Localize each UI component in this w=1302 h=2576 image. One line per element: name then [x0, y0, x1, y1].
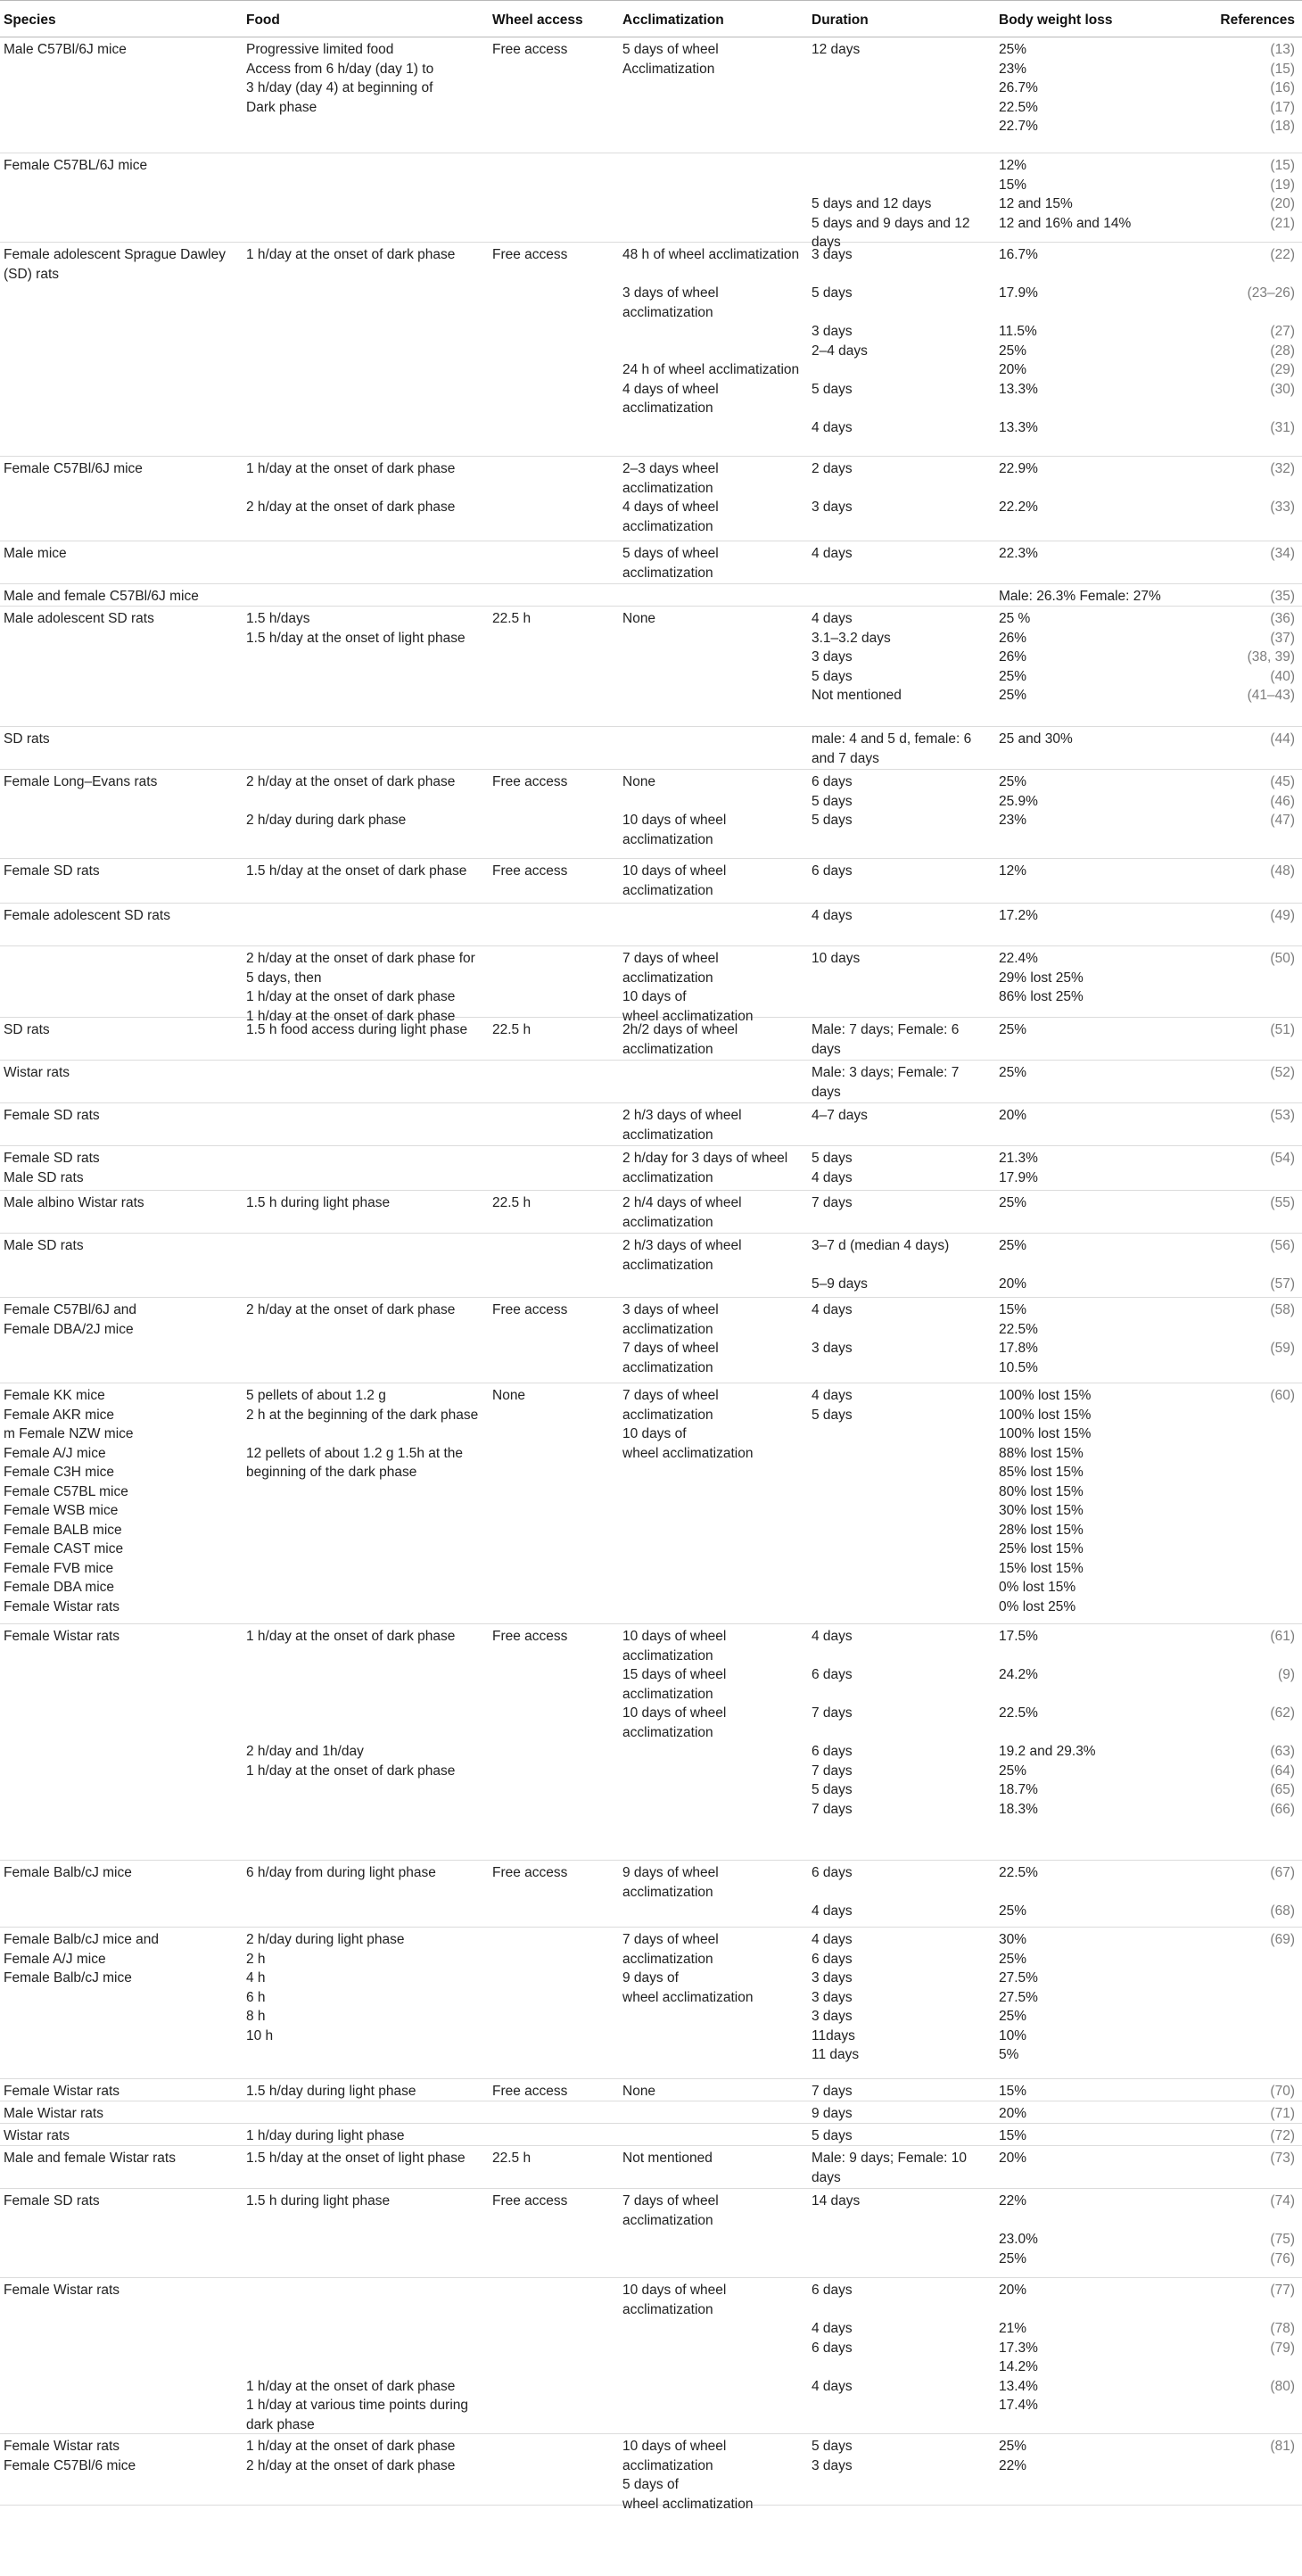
cell-body-weight-loss: 15% [999, 2128, 1027, 2143]
cell-acclimatization: 10 days of wheel acclimatization [622, 863, 727, 898]
cell-species: Female adolescent SD rats [4, 908, 170, 923]
table-row [0, 2277, 1302, 2434]
cell-duration: 4 days 6 days 3 days 3 days 3 days 11days 11 days [812, 1932, 860, 2062]
cell-references[interactable]: (52) [1270, 1065, 1295, 1080]
cell-species: Wistar rats [4, 2128, 70, 2143]
cell-species: Male albino Wistar rats [4, 1195, 144, 1210]
cell-wheel-access: Free access [492, 247, 568, 262]
cell-references[interactable]: (81) [1270, 2439, 1295, 2454]
cell-species: Female Long–Evans rats [4, 774, 158, 789]
cell-food: 5 pellets of about 1.2 g 2 h at the beginning of the dark phase 12 pellets of about 1.2 g 1.5h at the beginning of the dark phase [246, 1388, 479, 1480]
header-species: Species [4, 12, 56, 28]
cell-species: Female SD rats [4, 863, 100, 879]
header-duration: Duration [812, 12, 869, 28]
cell-body-weight-loss: 22.3% [999, 546, 1038, 561]
cell-species: Female Wistar rats [4, 1629, 120, 1644]
cell-references[interactable]: (15) (19) (20) (21) [1270, 158, 1295, 231]
cell-wheel-access: Free access [492, 774, 568, 789]
table-row [0, 606, 1302, 727]
cell-duration: 7 days [812, 2084, 853, 2099]
cell-body-weight-loss: 25% 25.9% 23% [999, 774, 1038, 828]
cell-duration: 6 days 5 days 5 days [812, 774, 853, 828]
cell-wheel-access: 22.5 h [492, 1022, 532, 1037]
cell-species: Female Wistar rats Female C57Bl/6 mice [4, 2439, 136, 2473]
cell-acclimatization: 2h/2 days of wheel acclimatization [622, 1022, 738, 1057]
table-row [0, 153, 1302, 250]
cell-body-weight-loss: 30% 25% 27.5% 27.5% 25% 10% 5% [999, 1932, 1038, 2062]
cell-body-weight-loss: 25% 22% [999, 2439, 1027, 2473]
header-wheel-access: Wheel access [492, 12, 583, 28]
cell-references[interactable]: (58) (59) [1270, 1302, 1295, 1356]
cell-acclimatization: 7 days of wheel acclimatization 10 days of wheel acclimatization [622, 951, 754, 1024]
cell-species: Female Wistar rats [4, 2084, 120, 2099]
cell-species: Female Wistar rats [4, 2283, 120, 2298]
cell-species: Male and female Wistar rats [4, 2151, 176, 2166]
cell-wheel-access: 22.5 h [492, 1195, 532, 1210]
cell-wheel-access: Free access [492, 863, 568, 879]
cell-references[interactable]: (72) [1270, 2128, 1295, 2143]
cell-acclimatization: None 10 days of wheel acclimatization [622, 774, 727, 847]
cell-duration: 6 days 4 days 6 days 4 days [812, 2283, 853, 2394]
cell-references[interactable]: (61) (9) (62) (63) (64) (65) (66) [1270, 1629, 1295, 1817]
header-acclimatization: Acclimatization [622, 12, 724, 28]
cell-food: 2 h/day during light phase 2 h 4 h 6 h 8 h 10 h [246, 1932, 405, 2043]
cell-species: Male SD rats [4, 1238, 84, 1253]
cell-species: Male adolescent SD rats [4, 611, 154, 626]
cell-duration: 4 days 3 days [812, 1302, 853, 1356]
cell-duration: 2 days 3 days [812, 461, 853, 515]
cell-duration: 4–7 days [812, 1108, 868, 1123]
table-row [0, 903, 1302, 946]
cell-acclimatization: 5 days of wheel acclimatization [622, 546, 719, 581]
table-row [0, 1233, 1302, 1298]
cell-body-weight-loss: 25 and 30% [999, 731, 1073, 747]
cell-references[interactable]: (35) [1270, 589, 1295, 604]
table-row [0, 583, 1302, 607]
cell-food: 1.5 h during light phase [246, 1195, 391, 1210]
table-row [0, 2145, 1302, 2189]
table-row [0, 2078, 1302, 2101]
cell-body-weight-loss: Male: 26.3% Female: 27% [999, 589, 1161, 604]
table-row [0, 1860, 1302, 1928]
cell-food: 1.5 h/day at the onset of dark phase [246, 863, 467, 879]
table-row [0, 2188, 1302, 2278]
cell-body-weight-loss: 20% [999, 1108, 1027, 1123]
cell-references[interactable]: (71) [1270, 2106, 1295, 2121]
cell-references[interactable]: (13) (15) (16) (17) (18) [1270, 42, 1295, 134]
cell-duration: 9 days [812, 2106, 853, 2121]
cell-species: Female C57Bl/6J mice [4, 461, 143, 476]
cell-duration: male: 4 and 5 d, female: 6 and 7 days [812, 731, 972, 766]
table-row [0, 2123, 1302, 2146]
table-row [0, 858, 1302, 904]
cell-acclimatization: 7 days of wheel acclimatization [622, 2193, 719, 2228]
cell-species: Female Balb/cJ mice [4, 1865, 132, 1880]
table-header [0, 0, 1302, 37]
cell-acclimatization: 48 h of wheel acclimatization 3 days of wheel acclimatization 24 h of wheel acclimatization 4 days of wheel acclimatization [622, 247, 800, 416]
cell-references[interactable]: (77) (78) (79) (80) [1270, 2283, 1295, 2394]
cell-species: Female SD rats [4, 1108, 100, 1123]
cell-food: 1.5 h/day at the onset of light phase [246, 2151, 466, 2166]
cell-acclimatization: 2 h/3 days of wheel acclimatization [622, 1238, 742, 1273]
cell-body-weight-loss: 20% [999, 2106, 1027, 2121]
cell-body-weight-loss: 22.9% 22.2% [999, 461, 1038, 515]
cell-body-weight-loss: 17.5% 24.2% 22.5% 19.2 and 29.3% 25% 18.7% 18.3% [999, 1629, 1096, 1817]
table-row [0, 2101, 1302, 2124]
cell-species: Male and female C57Bl/6J mice [4, 589, 199, 604]
table-row [0, 1927, 1302, 2079]
cell-food: 1 h/day at the onset of dark phase 2 h/day and 1h/day 1 h/day at the onset of dark phase [246, 1629, 456, 1779]
cell-species: Female KK mice Female AKR mice m Female NZW mice Female A/J mice Female C3H mice Female C57BL mice Female WSB mice Female BALB mice Female CAST mice Female FVB mice Female DBA mice Female Wistar rats [4, 1388, 134, 1614]
cell-body-weight-loss: 25% 20% [999, 1238, 1027, 1292]
cell-acclimatization: 5 days of wheel Acclimatization [622, 42, 719, 77]
cell-duration: 5 days [812, 2128, 853, 2143]
cell-references[interactable]: (54) [1270, 1151, 1295, 1166]
cell-body-weight-loss: 12% 15% 12 and 15% 12 and 16% and 14% [999, 158, 1132, 231]
table-row [0, 1060, 1302, 1103]
cell-references[interactable]: (34) [1270, 546, 1295, 561]
cell-duration: 12 days [812, 42, 861, 57]
cell-references[interactable]: (48) [1270, 863, 1295, 879]
cell-species: Male C57Bl/6J mice [4, 42, 127, 57]
cell-references[interactable]: (67) (68) [1270, 1865, 1295, 1919]
cell-body-weight-loss: 17.2% [999, 908, 1038, 923]
cell-body-weight-loss: 25% 23% 26.7% 22.5% 22.7% [999, 42, 1038, 134]
cell-references[interactable]: (69) [1270, 1932, 1295, 1947]
cell-species: SD rats [4, 1022, 50, 1037]
table-row [0, 1383, 1302, 1624]
cell-duration: 4 days 3.1–3.2 days 3 days 5 days Not mentioned [812, 611, 902, 703]
cell-duration: Male: 9 days; Female: 10 days [812, 2151, 968, 2185]
cell-body-weight-loss: 25% [999, 1065, 1027, 1080]
cell-references[interactable]: (53) [1270, 1108, 1295, 1123]
cell-duration: 5 days 3 days [812, 2439, 853, 2473]
cell-food: 1.5 h/day during light phase [246, 2084, 416, 2099]
cell-references[interactable]: (73) [1270, 2151, 1295, 2166]
cell-duration: 3–7 d (median 4 days) 5–9 days [812, 1238, 950, 1292]
cell-references[interactable]: (60) [1270, 1388, 1295, 1403]
table-row [0, 37, 1302, 153]
cell-references[interactable]: (50) [1270, 951, 1295, 966]
table-row [0, 1145, 1302, 1191]
header-food: Food [246, 12, 280, 28]
cell-body-weight-loss: 25% [999, 1022, 1027, 1037]
header-body-weight-loss: Body weight loss [999, 12, 1113, 28]
cell-wheel-access: 22.5 h [492, 2151, 532, 2166]
cell-wheel-access: None [492, 1388, 526, 1403]
cell-food: 1.5 h food access during light phase [246, 1022, 468, 1037]
cell-acclimatization: 7 days of wheel acclimatization 10 days of wheel acclimatization [622, 1388, 754, 1461]
table-row [0, 541, 1302, 584]
cell-species: Female SD rats [4, 2193, 100, 2209]
cell-acclimatization: 10 days of wheel acclimatization 5 days of wheel acclimatization [622, 2439, 754, 2512]
cell-wheel-access: Free access [492, 2084, 568, 2099]
cell-acclimatization: 7 days of wheel acclimatization 9 days of wheel acclimatization [622, 1932, 754, 2005]
cell-food: 1.5 h/days 1.5 h/day at the onset of light phase [246, 611, 466, 646]
cell-acclimatization: None [622, 611, 656, 626]
cell-species: Male Wistar rats [4, 2106, 103, 2121]
table-row [0, 1190, 1302, 1234]
cell-wheel-access: Free access [492, 1865, 568, 1880]
cell-duration: 10 days [812, 951, 861, 966]
cell-duration: Male: 3 days; Female: 7 days [812, 1065, 960, 1100]
cell-body-weight-loss: 25% [999, 1195, 1027, 1210]
cell-food: 2 h/day at the onset of dark phase [246, 1302, 456, 1317]
cell-food: 1 h/day during light phase [246, 2128, 405, 2143]
cell-duration: 14 days [812, 2193, 861, 2209]
cell-references[interactable]: (45) (46) (47) [1270, 774, 1295, 828]
cell-duration: 4 days [812, 546, 853, 561]
cell-body-weight-loss: 22% 23.0% 25% [999, 2193, 1038, 2266]
table-row [0, 769, 1302, 859]
table-row [0, 726, 1302, 770]
cell-species: SD rats [4, 731, 50, 747]
cell-duration: 5 days and 12 days 5 days and 9 days and 12 days [812, 196, 970, 250]
cell-references[interactable]: (55) [1270, 1195, 1295, 1210]
header-references: References [1220, 12, 1295, 28]
cell-food: 6 h/day from during light phase [246, 1865, 436, 1880]
cell-acclimatization: None [622, 2084, 656, 2099]
cell-references[interactable]: (56) (57) [1270, 1238, 1295, 1292]
cell-body-weight-loss: 100% lost 15% 100% lost 15% 100% lost 15% 88% lost 15% 85% lost 15% 80% lost 15% 30% lost 15% 28% lost 15% 25% lost 15% 15% lost 15% 0% lost 15% 0% lost 25% [999, 1388, 1092, 1614]
cell-food: 1 h/day at the onset of dark phase 1 h/day at various time points during dark phase [246, 2378, 468, 2432]
cell-body-weight-loss: 20% [999, 2151, 1027, 2166]
cell-references[interactable]: (51) [1270, 1022, 1295, 1037]
cell-acclimatization: 3 days of wheel acclimatization 7 days of wheel acclimatization [622, 1302, 719, 1375]
cell-wheel-access: Free access [492, 42, 568, 57]
cell-wheel-access: Free access [492, 2193, 568, 2209]
cell-species: Female Balb/cJ mice and Female A/J mice Female Balb/cJ mice [4, 1932, 160, 1986]
cell-duration: 6 days 4 days [812, 1865, 853, 1919]
cell-references[interactable]: (22) (23–26) (27) (28) (29) (30) (31) [1247, 247, 1295, 435]
cell-references[interactable]: (36) (37) (38, 39) (40) (41–43) [1247, 611, 1295, 703]
cell-body-weight-loss: 25 % 26% 26% 25% 25% [999, 611, 1031, 703]
cell-body-weight-loss: 22.5% 25% [999, 1865, 1038, 1919]
table-row [0, 456, 1302, 541]
cell-food: Progressive limited food Access from 6 h/day (day 1) to 3 h/day (day 4) at beginning of Dark phase [246, 42, 434, 115]
cell-food: 2 h/day at the onset of dark phase 2 h/day during dark phase [246, 774, 456, 828]
cell-references[interactable]: (44) [1270, 731, 1295, 747]
cell-references[interactable]: (32) (33) [1270, 461, 1295, 515]
cell-duration: 3 days 5 days 3 days 2–4 days 5 days 4 days [812, 247, 868, 435]
cell-acclimatization: 2 h/day for 3 days of wheel acclimatization [622, 1151, 788, 1185]
cell-duration: 5 days 4 days [812, 1151, 853, 1185]
cell-acclimatization: 2–3 days wheel acclimatization 4 days of wheel acclimatization [622, 461, 719, 534]
table-row [0, 1017, 1302, 1061]
cell-references[interactable]: (70) [1270, 2084, 1295, 2099]
cell-acclimatization: 2 h/3 days of wheel acclimatization [622, 1108, 742, 1143]
cell-acclimatization: 2 h/4 days of wheel acclimatization [622, 1195, 742, 1230]
cell-duration: 4 days 5 days [812, 1388, 853, 1423]
cell-species: Female C57Bl/6J and Female DBA/2J mice [4, 1302, 137, 1337]
cell-food: 2 h/day at the onset of dark phase for 5 days, then 1 h/day at the onset of dark phase 1 h/day at the onset of dark phase [246, 951, 475, 1024]
cell-wheel-access: Free access [492, 1629, 568, 1644]
cell-food: 1.5 h during light phase [246, 2193, 391, 2209]
cell-references[interactable]: (74) (75) (76) [1270, 2193, 1295, 2266]
cell-acclimatization: 10 days of wheel acclimatization 15 days of wheel acclimatization 10 days of wheel acclimatization [622, 1629, 727, 1740]
cell-species: Female adolescent Sprague Dawley (SD) rats [4, 247, 226, 282]
cell-food: 1 h/day at the onset of dark phase 2 h/day at the onset of dark phase [246, 461, 456, 515]
table-row [0, 1623, 1302, 1861]
cell-duration: 4 days 6 days 7 days 6 days 7 days 5 days 7 days [812, 1629, 853, 1817]
table-row [0, 1297, 1302, 1383]
cell-species: Male mice [4, 546, 67, 561]
cell-wheel-access: Free access [492, 1302, 568, 1317]
cell-duration: Male: 7 days; Female: 6 days [812, 1022, 960, 1057]
cell-species: Wistar rats [4, 1065, 70, 1080]
cell-wheel-access: 22.5 h [492, 611, 532, 626]
cell-acclimatization: 9 days of wheel acclimatization [622, 1865, 719, 1900]
cell-duration: 7 days [812, 1195, 853, 1210]
cell-food: 1 h/day at the onset of dark phase 2 h/day at the onset of dark phase [246, 2439, 456, 2473]
cell-food: 1 h/day at the onset of dark phase [246, 247, 456, 262]
cell-references[interactable]: (49) [1270, 908, 1295, 923]
table-row [0, 242, 1302, 457]
table-row [0, 1102, 1302, 1146]
cell-duration: 6 days [812, 863, 853, 879]
cell-body-weight-loss: 20% 21% 17.3% 14.2% 13.4% 17.4% [999, 2283, 1038, 2413]
cell-species: Female C57BL/6J mice [4, 158, 148, 173]
cell-species: Female SD rats Male SD rats [4, 1151, 100, 1185]
cell-body-weight-loss: 16.7% 17.9% 11.5% 25% 20% 13.3% 13.3% [999, 247, 1038, 435]
table-row [0, 945, 1302, 1024]
cell-body-weight-loss: 21.3% 17.9% [999, 1151, 1038, 1185]
cell-acclimatization: 10 days of wheel acclimatization [622, 2283, 727, 2317]
cell-acclimatization: Not mentioned [622, 2151, 713, 2166]
table-row [0, 2433, 1302, 2512]
cell-duration: 4 days [812, 908, 853, 923]
cell-body-weight-loss: 22.4% 29% lost 25% 86% lost 25% [999, 951, 1084, 1004]
cell-body-weight-loss: 15% [999, 2084, 1027, 2099]
cell-body-weight-loss: 15% 22.5% 17.8% 10.5% [999, 1302, 1038, 1375]
cell-body-weight-loss: 12% [999, 863, 1027, 879]
